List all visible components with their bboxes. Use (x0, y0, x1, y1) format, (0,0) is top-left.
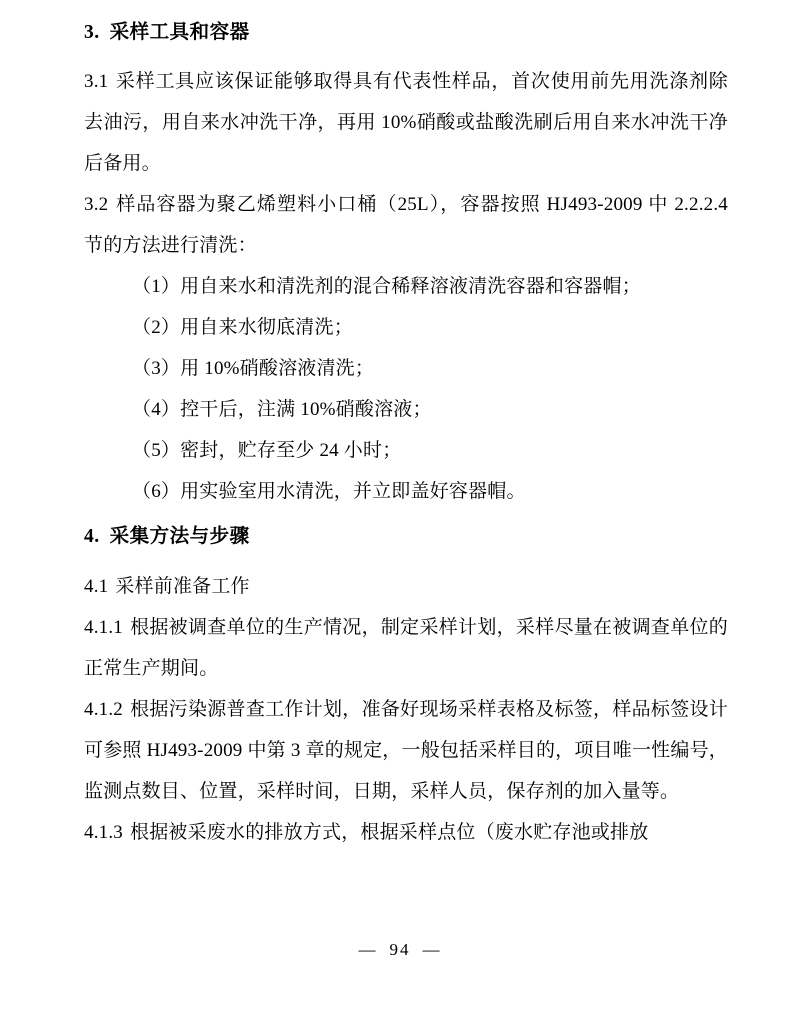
paragraph-3-2-text: 样品容器为聚乙烯塑料小口桶（25L），容器按照 HJ493-2009 中 2.2.2.4 节的方法进行清洗： (84, 194, 728, 257)
list-item: （2）用自来水彻底清洗； (132, 317, 353, 339)
paragraph-4-1-3-text: 根据被采废水的排放方式，根据采样点位（废水贮存池或排放 (130, 821, 649, 843)
paragraph-4-1-2-number: 4.1.2 (84, 698, 123, 720)
section-heading-4-title: 采集方法与步骤 (109, 526, 250, 548)
paragraph-3-1-text: 采样工具应该保证能够取得具有代表性样品，首次使用前先用洗涤剂除去油污，用自来水冲洗干净，再用 10%硝酸或盐酸洗刷后用自来水冲洗干净后备用。 (84, 71, 728, 175)
paragraph-4-1-2-text: 根据污染源普查工作计划，准备好现场采样表格及标签，样品标签设计可参照 HJ493-2009 中第 3 章的规定，一般包括采样目的，项目唯一性编号，监测点数目、位置，采样时间，日期，采样人员，保存剂的加入量等。 (84, 698, 728, 802)
list-item: （5）密封，贮存至少 24 小时； (132, 440, 402, 462)
list-item: （6）用实验室用水清洗，并立即盖好容器帽。 (132, 481, 526, 503)
paragraph-4-1-1 (84, 607, 728, 689)
paragraph-4-1-1-number: 4.1.1 (84, 616, 123, 638)
paragraph-4-1-3 (84, 812, 728, 853)
page-number: 94 (389, 940, 411, 959)
paragraph-4-1 (84, 566, 728, 607)
paragraph-3-1-number: 3.1 (84, 71, 109, 93)
paragraph-3-1 (84, 61, 728, 184)
section-heading-3-title: 采样工具和容器 (109, 22, 250, 43)
section-heading-4-number: 4. (84, 526, 100, 548)
list-item: （3）用 10%硝酸溶液清洗； (132, 358, 375, 380)
paragraph-3-2 (84, 184, 728, 266)
spacer (84, 512, 728, 522)
section-heading-3 (84, 18, 728, 47)
page-footer (0, 940, 800, 960)
paragraph-4-1-1-text: 根据被调查单位的生产情况，制定采样计划，采样尽量在被调查单位的正常生产期间。 (84, 616, 728, 679)
paragraph-4-1-3-number: 4.1.3 (84, 821, 123, 843)
footer-dash-right: — (422, 940, 442, 959)
paragraph-4-1-text: 采样前准备工作 (115, 575, 250, 597)
list-item: （4）控干后，注满 10%硝酸溶液； (132, 399, 432, 421)
paragraph-4-1-2 (84, 689, 728, 812)
paragraph-3-2-number: 3.2 (84, 194, 109, 216)
list-item: （1）用自来水和清洗剂的混合稀释溶液清洗容器和容器帽； (132, 276, 641, 298)
section-heading-4 (84, 522, 728, 551)
footer-dash-left: — (358, 940, 378, 959)
section-heading-3-number: 3. (84, 22, 100, 43)
paragraph-4-1-number: 4.1 (84, 575, 109, 597)
